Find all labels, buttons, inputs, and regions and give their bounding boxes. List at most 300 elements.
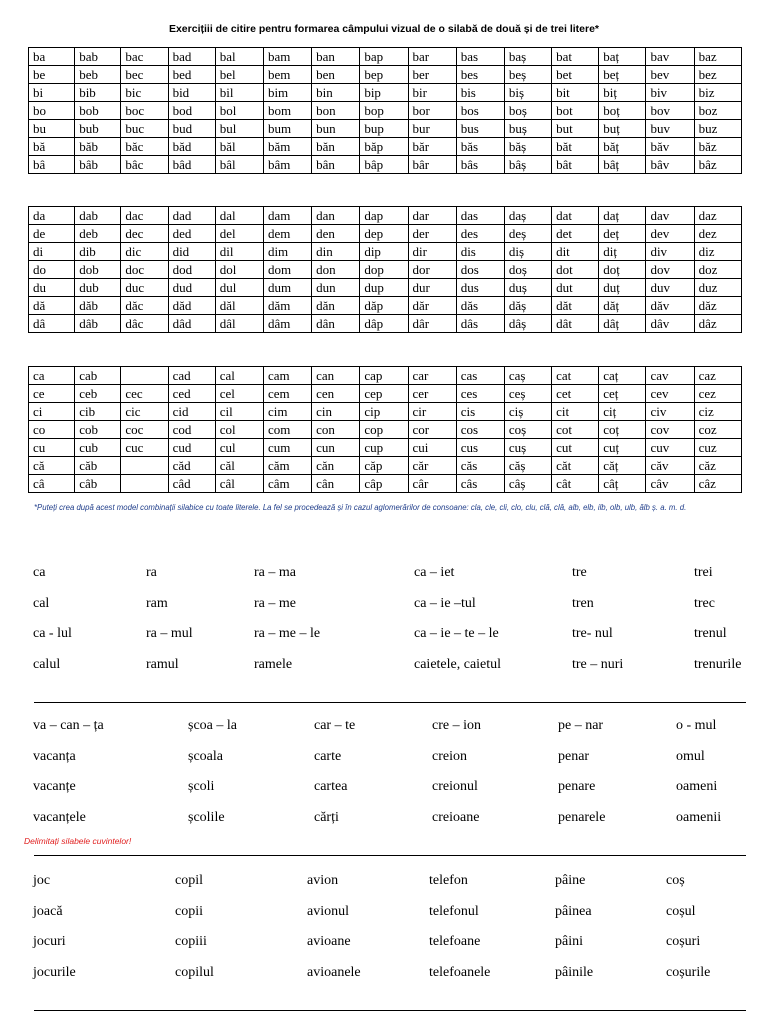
- word-item: jocurile: [33, 964, 76, 980]
- syllable-cell: dep: [360, 225, 408, 243]
- word-item: ra – me: [254, 595, 296, 611]
- syllable-cell: biț: [599, 84, 646, 102]
- syllable-cell: das: [456, 207, 504, 225]
- syllable-cell: dan: [312, 207, 360, 225]
- syllable-cell: doș: [504, 261, 551, 279]
- syllable-cell: cab: [75, 367, 121, 385]
- syllable-cell: bol: [215, 102, 263, 120]
- table-row: [29, 457, 742, 475]
- syllable-cell: daz: [694, 207, 741, 225]
- syllable-cell: [121, 475, 168, 493]
- syllable-cell: bib: [75, 84, 121, 102]
- word-item: copil: [175, 873, 203, 888]
- syllable-cell: dut: [552, 279, 599, 297]
- syllable-cell: cod: [168, 421, 215, 439]
- syllable-cell: dum: [263, 279, 311, 297]
- syllable-cell: cib: [75, 403, 121, 421]
- syllable-cell: căs: [456, 457, 504, 475]
- word-item: avion: [307, 873, 339, 888]
- syllable-cell: dar: [408, 207, 456, 225]
- syllable-cell: ceș: [504, 385, 551, 403]
- syllable-cell: bad: [168, 48, 215, 66]
- syllable-cell: ba: [29, 48, 75, 66]
- table-row: [29, 403, 742, 421]
- word-item: vacanța: [33, 748, 76, 764]
- syllable-cell: dim: [263, 243, 311, 261]
- word-item: va – can – ța: [33, 718, 104, 733]
- syllable-cell: cem: [263, 385, 311, 403]
- syllable-cell: cut: [552, 439, 599, 457]
- syllable-cell: buv: [646, 120, 694, 138]
- syllable-cell: dâv: [646, 315, 694, 333]
- word-item: pâinea: [555, 903, 592, 919]
- table-row: [29, 120, 742, 138]
- syllable-cell: dâb: [75, 315, 121, 333]
- table-row: [29, 102, 742, 120]
- syllable-cell: cui: [408, 439, 456, 457]
- syllable-cell: dod: [168, 261, 215, 279]
- syllable-cell: bob: [75, 102, 121, 120]
- syllable-cell: div: [646, 243, 694, 261]
- syllable-cell: dâl: [215, 315, 263, 333]
- syllable-cell: ca: [29, 367, 75, 385]
- syllable-cell: cip: [360, 403, 408, 421]
- word-item: pe – nar: [558, 718, 604, 733]
- syllable-cell: bâs: [456, 156, 504, 174]
- syllable-cell: bus: [456, 120, 504, 138]
- syllable-cell: că: [29, 457, 75, 475]
- word-item: tren: [572, 595, 594, 611]
- word-item: tre- nul: [572, 626, 613, 641]
- syllable-cell: dob: [75, 261, 121, 279]
- word-item: ca - lul: [33, 626, 72, 641]
- syllable-cell: bi: [29, 84, 75, 102]
- word-item: ca – ie –tul: [414, 595, 476, 611]
- syllable-cell: civ: [646, 403, 694, 421]
- table-row: [29, 156, 742, 174]
- syllable-cell: dâp: [360, 315, 408, 333]
- syllable-cell: dib: [75, 243, 121, 261]
- syllable-cell: cad: [168, 367, 215, 385]
- syllable-cell: ci: [29, 403, 75, 421]
- syllable-cell: dăm: [263, 297, 311, 315]
- syllable-cell: der: [408, 225, 456, 243]
- syllable-cell: cuț: [599, 439, 646, 457]
- word-item: trenul: [694, 626, 727, 641]
- syllable-cell: dev: [646, 225, 694, 243]
- syllable-cell: deb: [75, 225, 121, 243]
- syllable-cell: bâp: [360, 156, 408, 174]
- syllable-cell: duv: [646, 279, 694, 297]
- syllable-cell: bez: [694, 66, 741, 84]
- word-item: trenurile: [694, 656, 742, 672]
- syllable-cell: dil: [215, 243, 263, 261]
- syllable-cell: dâd: [168, 315, 215, 333]
- syllable-cell: bac: [121, 48, 168, 66]
- syllable-cell: dăc: [121, 297, 168, 315]
- word-item: ca – ie – te – le: [414, 626, 499, 641]
- syllable-cell: cam: [263, 367, 311, 385]
- syllable-cell: ded: [168, 225, 215, 243]
- syllable-cell: cu: [29, 439, 75, 457]
- syllable-cell: cep: [360, 385, 408, 403]
- syllable-cell: can: [312, 367, 360, 385]
- word-item: copiii: [175, 934, 207, 949]
- word-item: școa – la: [188, 718, 237, 733]
- syllable-cell: duș: [504, 279, 551, 297]
- syllable-cell: caș: [504, 367, 551, 385]
- syllable-cell: bâb: [75, 156, 121, 174]
- divider-line: [34, 702, 746, 703]
- syllable-cell: bet: [552, 66, 599, 84]
- word-item: ra: [146, 565, 157, 580]
- syllable-cell: caț: [599, 367, 646, 385]
- table-row: [29, 367, 742, 385]
- syllable-cell: băc: [121, 138, 168, 156]
- word-item: jocuri: [33, 934, 66, 949]
- word-item: tre: [572, 565, 587, 580]
- syllable-cell: cer: [408, 385, 456, 403]
- word-item: ra – ma: [254, 565, 296, 580]
- syllable-cell: cot: [552, 421, 599, 439]
- syllable-cell: dât: [552, 315, 599, 333]
- syllable-cell: căp: [360, 457, 408, 475]
- syllable-cell: baș: [504, 48, 551, 66]
- syllable-cell: del: [215, 225, 263, 243]
- syllable-cell: [121, 367, 168, 385]
- syllable-cell: com: [263, 421, 311, 439]
- syllable-cell: bum: [263, 120, 311, 138]
- syllable-cell: bân: [312, 156, 360, 174]
- syllable-cell: cun: [312, 439, 360, 457]
- syllable-cell: beș: [504, 66, 551, 84]
- syllable-cell: dâc: [121, 315, 168, 333]
- syllable-cell: de: [29, 225, 75, 243]
- syllable-cell: dop: [360, 261, 408, 279]
- syllable-cell: cân: [312, 475, 360, 493]
- word-item: cal: [33, 595, 50, 611]
- syllable-cell: bâv: [646, 156, 694, 174]
- syllable-cell: cas: [456, 367, 504, 385]
- syllable-cell: dam: [263, 207, 311, 225]
- word-item: coșuri: [666, 934, 701, 949]
- syllable-cell: bot: [552, 102, 599, 120]
- syllable-cell: câb: [75, 475, 121, 493]
- syllable-cell: dot: [552, 261, 599, 279]
- syllable-cell: dez: [694, 225, 741, 243]
- table-row: [29, 243, 742, 261]
- word-item: ra – mul: [146, 626, 193, 641]
- table-row: [29, 207, 742, 225]
- syllable-cell: dâț: [599, 315, 646, 333]
- syllable-cell: bă: [29, 138, 75, 156]
- syllable-cell: bâl: [215, 156, 263, 174]
- syllable-table-c: [28, 366, 742, 493]
- syllable-cell: dăb: [75, 297, 121, 315]
- syllable-cell: buc: [121, 120, 168, 138]
- syllable-cell: des: [456, 225, 504, 243]
- syllable-cell: băd: [168, 138, 215, 156]
- word-item: școli: [188, 779, 215, 794]
- syllable-cell: căd: [168, 457, 215, 475]
- word-item: cre – ion: [432, 718, 481, 733]
- syllable-cell: dat: [552, 207, 599, 225]
- syllable-cell: dus: [456, 279, 504, 297]
- syllable-cell: ciț: [599, 403, 646, 421]
- syllable-cell: cir: [408, 403, 456, 421]
- syllable-cell: biz: [694, 84, 741, 102]
- word-item: omul: [676, 748, 705, 764]
- syllable-cell: băl: [215, 138, 263, 156]
- syllable-cell: coț: [599, 421, 646, 439]
- word-item: oameni: [676, 779, 718, 794]
- word-item: caietele, caietul: [414, 656, 502, 672]
- table-row: [29, 439, 742, 457]
- word-item: pâini: [555, 934, 583, 949]
- syllable-cell: dăv: [646, 297, 694, 315]
- syllable-cell: dav: [646, 207, 694, 225]
- syllable-cell: băm: [263, 138, 311, 156]
- word-item: telefonul: [429, 903, 479, 919]
- word-item: car – te: [314, 718, 356, 733]
- syllable-cell: bil: [215, 84, 263, 102]
- word-item: coș: [666, 873, 685, 888]
- word-item: coșul: [666, 903, 696, 919]
- syllable-cell: cov: [646, 421, 694, 439]
- syllable-cell: cop: [360, 421, 408, 439]
- syllable-cell: cât: [552, 475, 599, 493]
- syllable-cell: bep: [360, 66, 408, 84]
- syllable-cell: dăp: [360, 297, 408, 315]
- syllable-cell: cum: [263, 439, 311, 457]
- syllable-cell: bav: [646, 48, 694, 66]
- word-item: copii: [175, 903, 203, 919]
- syllable-cell: bas: [456, 48, 504, 66]
- syllable-cell: băș: [504, 138, 551, 156]
- syllable-cell: căl: [215, 457, 263, 475]
- syllable-cell: dâ: [29, 315, 75, 333]
- syllable-cell: diș: [504, 243, 551, 261]
- syllable-cell: bit: [552, 84, 599, 102]
- syllable-cell: dad: [168, 207, 215, 225]
- syllable-cell: dir: [408, 243, 456, 261]
- instruction-note: Delimitați silabele cuvintelor!: [24, 836, 132, 846]
- table-row: [29, 279, 742, 297]
- syllable-cell: dă: [29, 297, 75, 315]
- syllable-cell: duț: [599, 279, 646, 297]
- syllable-cell: diz: [694, 243, 741, 261]
- syllable-cell: cin: [312, 403, 360, 421]
- syllable-cell: bov: [646, 102, 694, 120]
- table-row: [29, 385, 742, 403]
- syllable-cell: co: [29, 421, 75, 439]
- syllable-cell: con: [312, 421, 360, 439]
- syllable-cell: bon: [312, 102, 360, 120]
- syllable-cell: câs: [456, 475, 504, 493]
- syllable-cell: [121, 457, 168, 475]
- syllable-cell: câp: [360, 475, 408, 493]
- syllable-cell: cit: [552, 403, 599, 421]
- syllable-cell: dap: [360, 207, 408, 225]
- syllable-cell: bec: [121, 66, 168, 84]
- syllable-cell: căț: [599, 457, 646, 475]
- word-item: telefon: [429, 873, 468, 888]
- table-row: [29, 261, 742, 279]
- syllable-cell: câr: [408, 475, 456, 493]
- syllable-cell: ben: [312, 66, 360, 84]
- syllable-cell: din: [312, 243, 360, 261]
- syllable-cell: col: [215, 421, 263, 439]
- word-item: pâinile: [555, 964, 594, 980]
- syllable-cell: câl: [215, 475, 263, 493]
- syllable-cell: dăț: [599, 297, 646, 315]
- syllable-cell: did: [168, 243, 215, 261]
- syllable-cell: caz: [694, 367, 741, 385]
- table-row: [29, 84, 742, 102]
- syllable-cell: dân: [312, 315, 360, 333]
- syllable-cell: biș: [504, 84, 551, 102]
- syllable-cell: ces: [456, 385, 504, 403]
- table-row: [29, 66, 742, 84]
- syllable-cell: cic: [121, 403, 168, 421]
- syllable-cell: bâc: [121, 156, 168, 174]
- word-item: pâine: [555, 873, 586, 888]
- word-item: cărți: [314, 809, 339, 825]
- word-item: penar: [558, 748, 590, 764]
- table-row: [29, 225, 742, 243]
- syllable-cell: cap: [360, 367, 408, 385]
- syllable-cell: dab: [75, 207, 121, 225]
- syllable-cell: cul: [215, 439, 263, 457]
- word-item: telefoane: [429, 934, 481, 949]
- syllable-cell: cuz: [694, 439, 741, 457]
- syllable-cell: băs: [456, 138, 504, 156]
- syllable-cell: bâd: [168, 156, 215, 174]
- syllable-cell: băz: [694, 138, 741, 156]
- syllable-cell: bap: [360, 48, 408, 66]
- syllable-cell: bop: [360, 102, 408, 120]
- word-item: școala: [188, 748, 223, 764]
- syllable-cell: coș: [504, 421, 551, 439]
- syllable-cell: bir: [408, 84, 456, 102]
- syllable-cell: coz: [694, 421, 741, 439]
- syllable-cell: cis: [456, 403, 504, 421]
- syllable-table-d: [28, 206, 742, 333]
- syllable-cell: cen: [312, 385, 360, 403]
- syllable-cell: câț: [599, 475, 646, 493]
- divider-line: [34, 1010, 746, 1011]
- syllable-cell: căn: [312, 457, 360, 475]
- syllable-cell: cil: [215, 403, 263, 421]
- syllable-cell: dâr: [408, 315, 456, 333]
- syllable-cell: bud: [168, 120, 215, 138]
- table-row: [29, 138, 742, 156]
- syllable-cell: bu: [29, 120, 75, 138]
- word-item: carte: [314, 748, 342, 764]
- syllable-cell: dâz: [694, 315, 741, 333]
- syllable-cell: buț: [599, 120, 646, 138]
- syllable-cell: căș: [504, 457, 551, 475]
- syllable-cell: băn: [312, 138, 360, 156]
- syllable-cell: dâs: [456, 315, 504, 333]
- table-row: [29, 297, 742, 315]
- syllable-cell: cid: [168, 403, 215, 421]
- syllable-cell: bat: [552, 48, 599, 66]
- syllable-table-b: [28, 47, 742, 174]
- syllable-cell: cor: [408, 421, 456, 439]
- word-item: ra – me – le: [254, 626, 321, 641]
- syllable-cell: buz: [694, 120, 741, 138]
- syllable-cell: dăs: [456, 297, 504, 315]
- syllable-cell: căt: [552, 457, 599, 475]
- syllable-cell: dăș: [504, 297, 551, 315]
- syllable-cell: cel: [215, 385, 263, 403]
- syllable-cell: câș: [504, 475, 551, 493]
- word-item: cartea: [314, 779, 348, 794]
- word-item: creioane: [432, 809, 480, 825]
- syllable-cell: bip: [360, 84, 408, 102]
- syllable-cell: bo: [29, 102, 75, 120]
- syllable-cell: don: [312, 261, 360, 279]
- syllable-cell: dup: [360, 279, 408, 297]
- syllable-cell: băt: [552, 138, 599, 156]
- syllable-cell: dac: [121, 207, 168, 225]
- syllable-cell: bid: [168, 84, 215, 102]
- syllable-cell: ban: [312, 48, 360, 66]
- word-item: penarele: [558, 809, 606, 825]
- syllable-cell: bem: [263, 66, 311, 84]
- word-item: o - mul: [676, 718, 717, 733]
- syllable-cell: car: [408, 367, 456, 385]
- syllable-cell: ce: [29, 385, 75, 403]
- syllable-cell: beb: [75, 66, 121, 84]
- syllable-cell: dâm: [263, 315, 311, 333]
- syllable-cell: ber: [408, 66, 456, 84]
- word-item: oamenii: [676, 809, 722, 825]
- syllable-cell: cet: [552, 385, 599, 403]
- table-row: [29, 421, 742, 439]
- syllable-cell: do: [29, 261, 75, 279]
- syllable-cell: biv: [646, 84, 694, 102]
- syllable-cell: bom: [263, 102, 311, 120]
- syllable-cell: dul: [215, 279, 263, 297]
- syllable-cell: dăd: [168, 297, 215, 315]
- syllable-cell: boț: [599, 102, 646, 120]
- syllable-cell: dud: [168, 279, 215, 297]
- syllable-cell: doț: [599, 261, 646, 279]
- page-title: Exercițiii de citire pentru formarea câmpului vizual de o silabă de două și de trei litere*: [168, 23, 600, 35]
- syllable-cell: bâ: [29, 156, 75, 174]
- word-item: trei: [694, 565, 713, 580]
- syllable-cell: băb: [75, 138, 121, 156]
- syllable-cell: bul: [215, 120, 263, 138]
- syllable-cell: bâr: [408, 156, 456, 174]
- syllable-cell: bâț: [599, 156, 646, 174]
- syllable-cell: cos: [456, 421, 504, 439]
- syllable-cell: bab: [75, 48, 121, 66]
- syllable-cell: da: [29, 207, 75, 225]
- syllable-cell: dec: [121, 225, 168, 243]
- syllable-cell: cim: [263, 403, 311, 421]
- word-item: școlile: [188, 809, 225, 825]
- syllable-cell: câz: [694, 475, 741, 493]
- syllable-cell: bam: [263, 48, 311, 66]
- syllable-cell: dov: [646, 261, 694, 279]
- syllable-cell: cuv: [646, 439, 694, 457]
- syllable-cell: cav: [646, 367, 694, 385]
- syllable-cell: dub: [75, 279, 121, 297]
- syllable-cell: cub: [75, 439, 121, 457]
